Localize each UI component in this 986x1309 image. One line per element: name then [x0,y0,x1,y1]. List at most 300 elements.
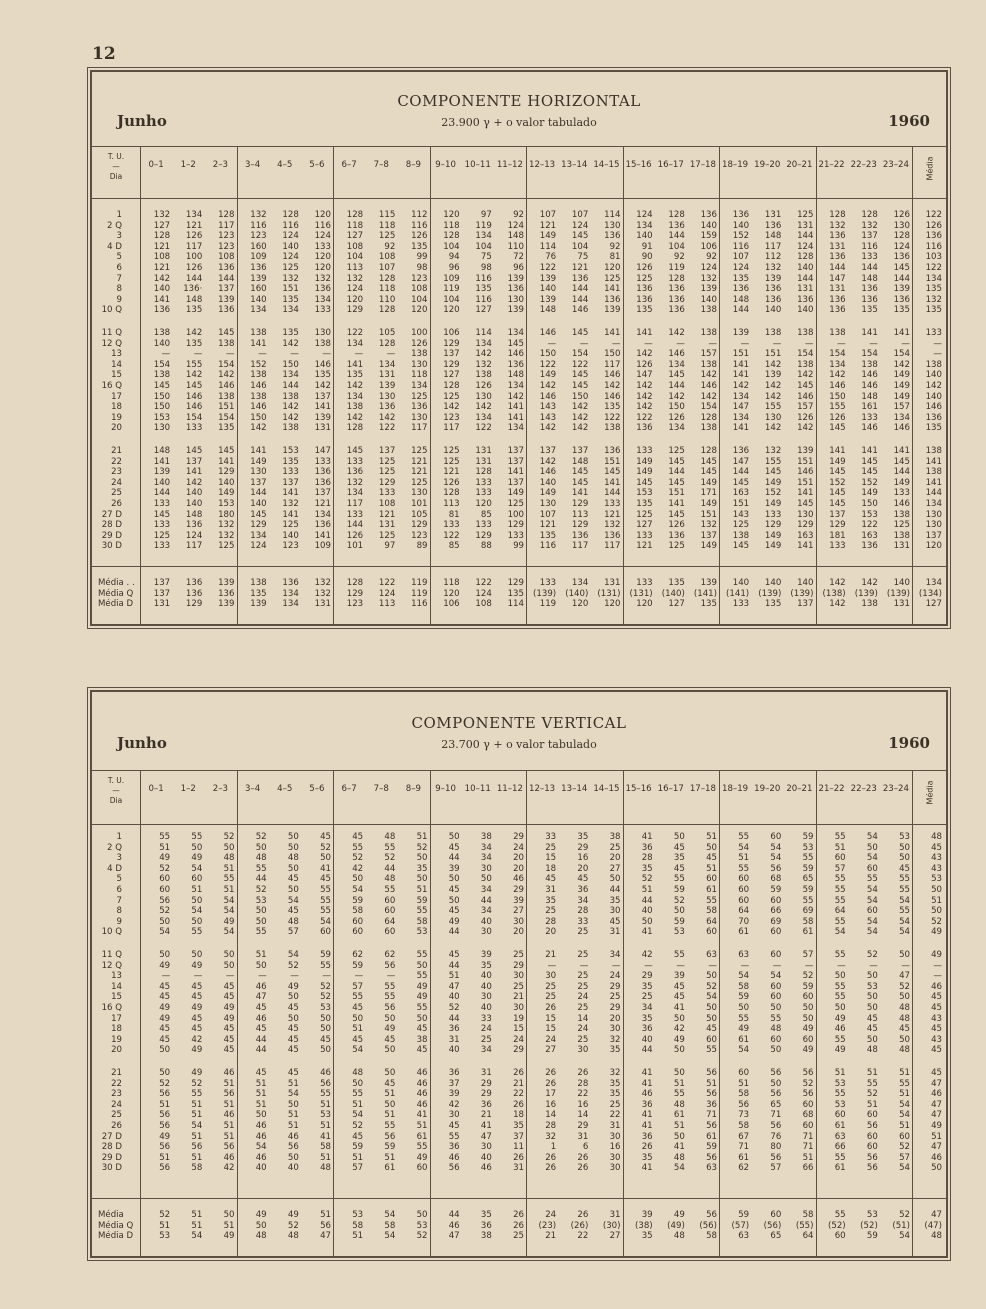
table-cell: 55 [802,853,814,864]
group-rule [526,146,527,624]
day-label: 16 Q [101,1003,122,1013]
summary-label: Média D [98,599,134,610]
table-cell: 55 [191,927,203,938]
table-cell: 53 [866,981,878,992]
table-cell: 52 [899,981,910,992]
table-cell: 145 [571,381,589,391]
table-cell: 141 [636,328,653,338]
table-cell: 145 [861,456,878,467]
table-cell: 133 [314,305,331,316]
table-cell: 51 [191,1131,203,1142]
table-cell: 22 [577,1089,589,1100]
table-cell: 99 [416,252,428,263]
table-cell: 125 [668,541,685,552]
table-cell: 61 [802,927,814,938]
table-cell: 50 [352,1013,364,1024]
table-cell: 92 [673,252,685,263]
table-cell: 41 [641,1078,653,1089]
table-cell: 144 [153,488,171,499]
day-label: 17 [111,1013,122,1024]
table-cell: 123 [443,412,460,423]
table-cell: 60 [770,927,782,938]
table-cell: 26 [513,1099,524,1110]
tu-label [96,776,136,806]
table-cell: 53 [320,1110,331,1121]
table-cell: 146 [797,467,814,478]
table-cell: 128 [346,423,364,434]
table-cell: 46 [223,1110,235,1121]
table-cell: 146 [250,402,267,413]
table-cell: 52 [448,1003,460,1013]
table-cell: 147 [636,370,653,381]
table-cell: 35 [513,1121,524,1131]
table-cell: 140 [764,305,782,316]
table-cell: 60 [706,1034,717,1045]
table-cell: 30 [513,1003,524,1013]
table-cell: 55 [834,895,846,906]
table-cell: 25 [545,842,557,853]
table-cell: 52 [191,1078,203,1089]
summary-rule [92,566,946,567]
table-cell: 129 [571,499,589,509]
table-cell: 26 [577,1152,589,1163]
table-cell: 21 [545,950,557,960]
table-cell: 52 [866,950,878,960]
table-cell: 50 [706,1013,717,1024]
table-cell: — [322,349,331,360]
table-cell: 24 [513,842,524,853]
table-cell: 45 [352,1131,364,1142]
table-cell: 131 [797,220,814,231]
table-cell: 124 [571,220,589,231]
table-cell: 160 [250,284,267,295]
table-cell: 149 [700,499,717,509]
table-cell: 136 [153,305,171,316]
table-cell: 96 [513,263,524,273]
table-cell: 60 [384,927,396,938]
table-cell: 46 [416,1089,428,1100]
media-header: Média [925,780,935,805]
table-cell: 144 [668,467,685,478]
table-cell: 48 [223,853,235,864]
table-cell: 135 [282,328,299,338]
table-cell: 60 [352,927,364,938]
table-cell: 141 [250,446,267,456]
table-cell: 146 [314,359,331,370]
table-cell: 134 [346,338,364,349]
table-cell: 51 [223,1078,235,1089]
table-cell: 143 [732,509,750,520]
hour-header: 5–6 [309,784,325,794]
summary-cell: 137 [153,578,171,588]
day-label: 18 [111,402,122,413]
table-cell: 116 [475,273,492,284]
table-cell: 44 [641,895,653,906]
table-cell: 142 [314,381,331,391]
table-cell: 26 [513,1068,524,1078]
table-cell: 118 [411,370,428,381]
table-cell: 146 [571,305,589,316]
table-cell: 52 [287,960,299,971]
panel-year: 1960 [888,112,930,130]
table-cell: 151 [218,402,235,413]
table-cell: 26 [545,1003,557,1013]
table-cell: 50 [255,1110,267,1121]
table-cell: 53 [255,895,267,906]
day-label: 20 [111,1045,122,1056]
table-cell: 59 [802,832,814,842]
table-cell: 24 [577,1024,589,1035]
table-cell: 54 [191,863,203,874]
table-cell: 30 [545,971,557,982]
table-cell: 49 [802,1045,814,1056]
table-cell: 137 [507,477,524,488]
header-top-rule [92,146,946,147]
table-cell: 138 [861,359,878,370]
day-label: 15 [111,370,122,381]
table-cell: 140 [539,284,557,295]
tu-dash: — [112,162,120,171]
table-cell: 24 [513,1034,524,1045]
table-cell: 145 [668,456,685,467]
table-cell: 141 [604,328,621,338]
table-cell: 136 [829,294,846,305]
table-cell: 60 [416,1163,428,1174]
table-cell: 45 [287,1024,299,1035]
table-cell: 55 [191,1089,203,1100]
table-cell: 160 [250,241,267,252]
table-cell: 151 [797,456,814,467]
table-cell: 50 [223,960,235,971]
table-cell: 25 [545,906,557,917]
table-cell: 134 [250,305,267,316]
table-cell: 20 [513,927,524,938]
day-label: 10 Q [101,927,122,938]
group-rule [237,146,238,624]
table-cell: 121 [185,220,203,231]
table-cell: 59 [802,885,814,895]
table-cell: 133 [153,541,171,552]
table-cell: 50 [287,1152,299,1163]
table-cell: 40 [287,1163,299,1174]
table-cell: 46 [287,1131,299,1142]
table-cell: 26 [641,1142,653,1153]
summary-cell: 134 [282,599,299,610]
table-cell: 147 [829,273,846,284]
table-cell: 138 [829,328,846,338]
table-cell: — [354,971,364,982]
table-cell: 142 [700,391,717,402]
table-cell: 145 [797,499,814,509]
table-cell: — [193,349,203,360]
group-rule [816,146,817,624]
table-cell: 133 [475,488,492,499]
table-cell: 144 [797,231,814,242]
summary-cell: 131 [153,599,171,610]
table-cell: 120 [443,210,460,220]
table-cell: 142 [764,359,782,370]
table-cell: 141 [282,488,299,499]
table-cell: 51 [255,1099,267,1110]
table-cell: 44 [255,874,267,885]
table-cell: 122 [443,530,460,541]
panel-month: Junho [117,112,167,130]
hour-header: 20–21 [786,784,813,794]
table-cell: 54 [866,885,878,895]
table-cell: 142 [797,423,814,434]
table-cell: 107 [539,210,557,220]
table-cell: 60 [770,1034,782,1045]
table-cell: 124 [893,241,910,252]
table-cell: 154 [153,359,171,370]
table-cell: 136 [668,284,685,295]
table-cell: 16 [577,853,589,864]
table-cell: 51 [802,1152,814,1163]
table-cell: 63 [738,950,750,960]
table-cell: 51 [159,1099,171,1110]
summary-cell: 135 [700,599,717,610]
table-cell: 67 [738,1131,750,1142]
table-cell: 100 [411,328,428,338]
table-cell: 51 [931,895,942,906]
table-cell: 26 [545,1163,557,1174]
table-cell: 25 [513,981,524,992]
summary-cell: 59 [738,1210,750,1220]
table-cell: 50 [416,853,428,864]
table-cell: — [676,960,685,971]
table-cell: 33 [545,832,557,842]
table-cell: 155 [764,402,782,413]
table-cell: 126 [411,231,428,242]
table-cell: 36 [641,1024,653,1035]
day-label: 11 Q [101,328,122,338]
table-cell: 35 [641,1013,653,1024]
table-cell: 171 [700,488,717,499]
table-cell: 50 [159,1068,171,1078]
table-cell: 142 [185,477,203,488]
table-cell: 29 [641,971,653,982]
table-cell: 55 [191,832,203,842]
table-cell: 54 [352,1045,364,1056]
table-cell: 146 [893,499,910,509]
table-cell: 145 [571,231,589,242]
table-cell: 107 [539,509,557,520]
hour-header: 9–10 [435,160,456,170]
summary-cell: (138) [822,588,846,599]
summary-cell: 142 [829,599,846,610]
table-cell: 126 [475,381,492,391]
table-cell: 132 [346,477,364,488]
table-cell: 55 [352,992,364,1003]
table-cell: 47 [448,981,460,992]
hour-header: 1–2 [180,784,196,794]
table-cell: 104 [443,294,460,305]
table-cell: — [579,338,589,349]
table-cell: 154 [218,412,235,423]
table-cell: 30 [480,992,492,1003]
table-cell: 58 [191,1163,203,1174]
summary-cell: 54 [899,1231,910,1242]
table-cell: 142 [797,370,814,381]
table-cell: 108 [153,252,171,263]
table-cell: 46 [416,1068,428,1078]
table-cell: 45 [673,981,685,992]
table-cell: 141 [250,338,267,349]
table-cell: 49 [931,950,942,960]
table-cell: 125 [282,520,299,531]
table-cell: 133 [185,423,203,434]
table-cell: 52 [320,842,331,853]
table-cell: 45 [159,1024,171,1035]
table-cell: 148 [539,305,557,316]
table-cell: 45 [255,1003,267,1013]
table-cell: 51 [384,1089,396,1100]
table-cell: 40 [255,1163,267,1174]
table-cell: 55 [320,895,331,906]
table-cell: 149 [250,456,267,467]
table-cell: 117 [346,499,364,509]
table-cell: 145 [185,446,203,456]
summary-cell: 49 [287,1210,299,1220]
summary-cell: 114 [507,599,524,610]
table-cell: 148 [764,231,782,242]
table-cell: 124 [282,231,299,242]
summary-cell: (26) [570,1220,589,1231]
table-cell: 57 [802,950,814,960]
table-cell: 57 [770,1163,782,1174]
table-cell: 127 [636,520,653,531]
table-cell: 58 [802,916,814,927]
table-cell: 6 [582,1142,589,1153]
table-cell: 141 [507,467,524,478]
table-cell: 149 [764,499,782,509]
summary-cell: 24 [545,1210,557,1220]
table-cell: 62 [352,950,364,960]
table-cell: 46 [931,1089,942,1100]
table-cell: 36 [577,885,589,895]
tu-label [96,152,136,182]
day-label: 5 [116,874,122,885]
table-cell: 51 [255,950,267,960]
table-cell: — [354,349,364,360]
table-cell: 120 [411,305,428,316]
summary-cell: 124 [378,588,396,599]
table-cell: 149 [829,456,846,467]
hour-header: 8–9 [405,160,422,170]
table-cell: 148 [507,231,524,242]
table-cell: 56 [159,895,171,906]
table-cell: 125 [636,509,653,520]
table-cell: 61 [673,1110,685,1121]
table-cell: 56 [159,1142,171,1153]
table-cell: 30 [513,916,524,927]
table-cell: 125 [378,530,396,541]
table-cell: 149 [539,370,557,381]
table-cell: 48 [673,1099,685,1110]
table-cell: 41 [641,1110,653,1121]
summary-cell: 134 [925,578,942,588]
table-cell: 135 [861,305,878,316]
table-cell: 141 [153,294,171,305]
table-cell: 56 [159,1163,171,1174]
table-cell: 138 [218,391,235,402]
table-cell: 131 [797,284,814,295]
table-cell: 134 [507,328,524,338]
table-cell: 49 [384,1024,396,1035]
hour-header: 19–20 [754,160,781,170]
table-cell: 40 [480,916,492,927]
table-cell: 142 [893,359,910,370]
summary-cell: 135 [250,588,267,599]
table-cell: 55 [834,874,846,885]
table-cell: 25 [577,971,589,982]
table-cell: 44 [448,853,460,864]
table-cell: 50 [352,874,364,885]
table-cell: 45 [287,906,299,917]
table-cell: 49 [416,1152,428,1163]
day-label: 17 [111,391,122,402]
summary-cell: 52 [416,1231,428,1242]
table-cell: 125 [507,499,524,509]
table-cell: 45 [191,1013,203,1024]
table-cell: 149 [636,467,653,478]
table-cell: 34 [480,1045,492,1056]
table-cell: 19 [513,1013,524,1024]
table-cell: 138 [797,328,814,338]
table-cell: 54 [706,992,717,1003]
table-cell: 138 [797,359,814,370]
day-label: 11 Q [101,950,122,960]
table-cell: 45 [159,981,171,992]
table-cell: 154 [700,402,717,413]
table-cell: 136 [764,294,782,305]
table-cell: 89 [416,541,428,552]
hour-header: 23–24 [882,784,909,794]
table-cell: 65 [770,1099,782,1110]
table-cell: 54 [834,927,846,938]
table-cell: 36 [641,842,653,853]
panel-formula: 23.700 γ + o valor tabulado [441,738,597,751]
table-cell: 37 [513,1131,524,1142]
day-label: 20 [111,423,122,434]
table-cell: 141 [604,477,621,488]
table-cell: 36 [706,1099,717,1110]
table-cell: 60 [866,1142,878,1153]
table-cell: 146 [250,381,267,391]
table-cell: 25 [609,1099,621,1110]
table-cell: 16 [577,1099,589,1110]
dia-label: Dia [109,172,123,181]
table-cell: 50 [673,1131,685,1142]
table-cell: 26 [545,1152,557,1163]
table-cell: 27 [513,906,524,917]
table-cell: 56 [738,1099,750,1110]
table-cell: 142 [346,381,364,391]
table-cell: 60 [384,906,396,917]
table-cell: 132 [700,273,717,284]
table-cell: 35 [609,1089,621,1100]
table-cell: 58 [738,981,750,992]
table-cell: 45 [931,1024,942,1035]
table-cell: 138 [893,530,910,541]
table-cell: 146 [925,402,942,413]
table-cell: 144 [185,273,203,284]
table-cell: 101 [411,499,428,509]
table-cell: 54 [770,853,782,864]
hour-header: 12–13 [528,160,556,170]
table-cell: 144 [797,273,814,284]
day-label: 29 D [101,530,122,541]
